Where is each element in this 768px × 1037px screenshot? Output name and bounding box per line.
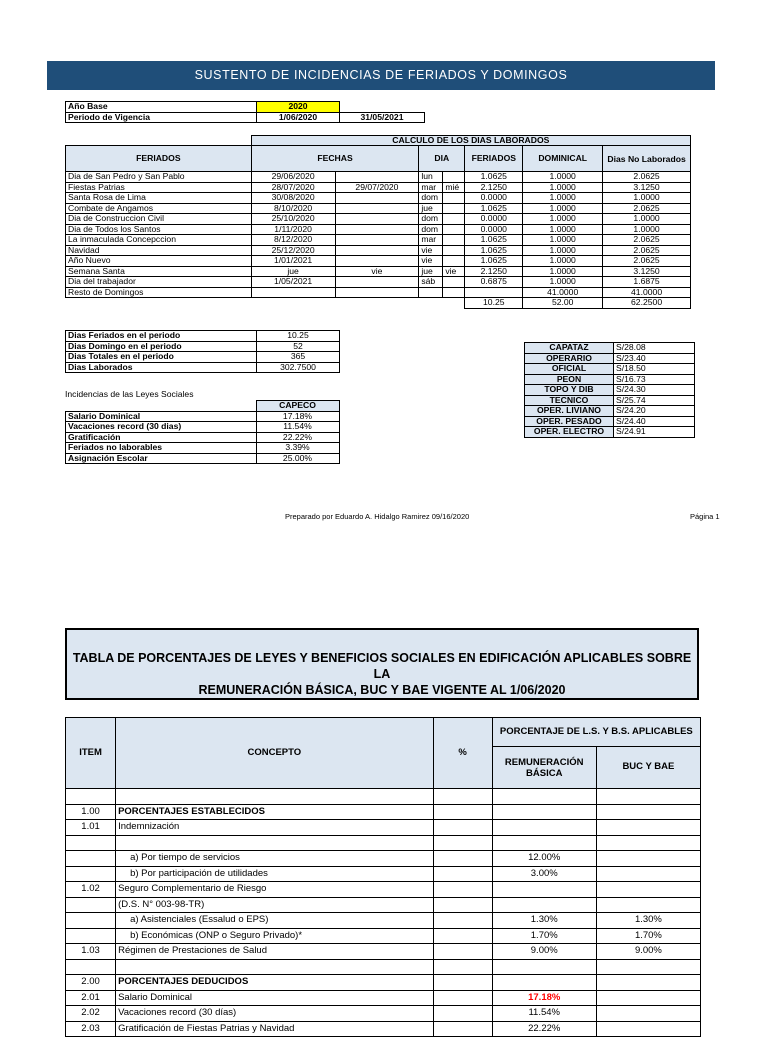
holiday-name: Dia de Todos los Santos: [66, 224, 252, 235]
holiday-row: [66, 235, 691, 246]
wage-value: S/23.40: [614, 353, 695, 364]
holiday-date1: [251, 287, 335, 298]
wage-category: TOPO Y DIB: [525, 385, 614, 396]
percentage-row: [66, 944, 701, 960]
wage-category: OPERARIO: [525, 353, 614, 364]
rem-basica-value: 22.22%: [492, 1021, 596, 1037]
page-title: SUSTENTO DE INCIDENCIAS DE FERIADOS Y DOMINGOS: [47, 61, 715, 90]
prepared-by: Preparado por Eduardo A. Hidalgo Ramirez 09/16/2020: [285, 512, 470, 521]
holiday-feriados: 1.0625: [465, 256, 523, 267]
pct-value: [433, 1006, 492, 1022]
percentage-row: [66, 789, 701, 805]
holiday-day2: [443, 193, 465, 204]
total-feriados: 10.25: [465, 298, 523, 309]
buc-bae-value: [596, 882, 700, 898]
percentage-row: [66, 975, 701, 991]
buc-bae-value: [596, 820, 700, 836]
holiday-row: [66, 193, 691, 204]
wage-value: S/24.20: [614, 406, 695, 417]
holiday-date2: [335, 172, 419, 183]
summary-label: Dias Totales en el periodo: [66, 352, 257, 363]
incidencia-value: 3.39%: [256, 443, 339, 454]
summary-value: 52: [257, 341, 340, 352]
summary-value: 302.7500: [257, 362, 340, 373]
wage-category: OPER. LIVIANO: [525, 406, 614, 417]
fechas-header: FECHAS: [251, 146, 419, 172]
buc-bae-value: [596, 851, 700, 867]
holiday-date2: [335, 235, 419, 246]
percentage-row: [66, 913, 701, 929]
wage-value: S/24.91: [614, 427, 695, 438]
holiday-date2: [335, 277, 419, 288]
concepto: Gratificación de Fiestas Patrias y Navidad: [116, 1021, 434, 1037]
dia-header: DIA: [419, 146, 465, 172]
wage-value: S/18.50: [614, 364, 695, 375]
percentage-row: [66, 804, 701, 820]
item-number: [66, 835, 116, 851]
holiday-dominical: 1.0000: [523, 256, 603, 267]
dominical-header: DOMINICAL: [523, 146, 603, 172]
table2-title-box: [65, 628, 699, 700]
percentage-row: [66, 928, 701, 944]
holiday-name: Dia de San Pedro y San Pablo: [66, 172, 252, 183]
incidencia-value: 25.00%: [256, 453, 339, 464]
holiday-row: [66, 287, 691, 298]
holiday-date1: 8/12/2020: [251, 235, 335, 246]
incidencia-label: Vacaciones record (30 dias): [66, 422, 257, 433]
holiday-day2: [443, 245, 465, 256]
holiday-date2: [335, 193, 419, 204]
holiday-dominical: 1.0000: [523, 277, 603, 288]
holiday-row: [66, 214, 691, 225]
holiday-name: Dia de Construccion Civil: [66, 214, 252, 225]
holiday-no-laborados: 3.1250: [603, 266, 691, 277]
holiday-day1: lun: [419, 172, 443, 183]
percentage-row: [66, 990, 701, 1006]
item-number: 2.03: [66, 1021, 116, 1037]
concepto: [116, 959, 434, 975]
holiday-date2: [335, 214, 419, 225]
pct-value: [433, 913, 492, 929]
concepto: a) Por tiempo de servicios: [116, 851, 434, 867]
holiday-dominical: 1.0000: [523, 182, 603, 193]
item-number: [66, 866, 116, 882]
wage-category: OPER. PESADO: [525, 416, 614, 427]
percentage-row: [66, 835, 701, 851]
concepto: Seguro Complementario de Riesgo: [116, 882, 434, 898]
holiday-row: [66, 172, 691, 183]
percentage-row: [66, 820, 701, 836]
holiday-feriados: 0.6875: [465, 277, 523, 288]
holiday-day1: dom: [419, 193, 443, 204]
item-number: [66, 789, 116, 805]
buc-bae-value: [596, 789, 700, 805]
holiday-no-laborados: 1.0000: [603, 224, 691, 235]
rem-basica-value: [492, 975, 596, 991]
rem-basica-value: 11.54%: [492, 1006, 596, 1022]
holiday-feriados: 0.0000: [465, 193, 523, 204]
pct-value: [433, 820, 492, 836]
holiday-row: [66, 224, 691, 235]
item-number: 1.00: [66, 804, 116, 820]
buc-bae-header: BUC Y BAE: [596, 747, 700, 789]
rem-basica-value: 12.00%: [492, 851, 596, 867]
holiday-dominical: 1.0000: [523, 172, 603, 183]
periodo-desde: 1/06/2020: [257, 112, 340, 123]
holiday-day2: vie: [443, 266, 465, 277]
rem-basica-value: [492, 820, 596, 836]
header-table: [65, 101, 425, 123]
holiday-day2: [443, 214, 465, 225]
holiday-dominical: 1.0000: [523, 214, 603, 225]
holiday-dominical: 1.0000: [523, 266, 603, 277]
item-number: 1.01: [66, 820, 116, 836]
item-number: [66, 897, 116, 913]
holiday-no-laborados: 2.0625: [603, 235, 691, 246]
holiday-name: La inmaculada Concepccion: [66, 235, 252, 246]
holiday-no-laborados: 1.6875: [603, 277, 691, 288]
concepto: Vacaciones record (30 días): [116, 1006, 434, 1022]
holiday-date2: [335, 224, 419, 235]
item-number: [66, 959, 116, 975]
spacer: [335, 298, 419, 309]
holiday-day2: [443, 256, 465, 267]
rem-basica-value: [492, 789, 596, 805]
holiday-no-laborados: 1.0000: [603, 214, 691, 225]
holiday-day2: [443, 235, 465, 246]
rem-basica-value: 9.00%: [492, 944, 596, 960]
holiday-date1: jue: [251, 266, 335, 277]
buc-bae-value: [596, 959, 700, 975]
holiday-feriados: 1.0625: [465, 235, 523, 246]
rem-basica-value: 17.18%: [492, 990, 596, 1006]
buc-bae-value: [596, 804, 700, 820]
buc-bae-value: [596, 866, 700, 882]
spacer: [66, 298, 252, 309]
holiday-day1: [419, 287, 443, 298]
holiday-date1: 25/10/2020: [251, 214, 335, 225]
concepto: (D.S. N° 003-98-TR): [116, 897, 434, 913]
pct-value: [433, 851, 492, 867]
holiday-date2: vie: [335, 266, 419, 277]
holiday-dominical: 41.0000: [523, 287, 603, 298]
item-number: [66, 851, 116, 867]
holiday-dominical: 1.0000: [523, 235, 603, 246]
item-number: 2.02: [66, 1006, 116, 1022]
rem-basica-value: [492, 835, 596, 851]
periodo-label: Periodo de Vigencia: [66, 112, 257, 123]
holiday-feriados: 2.1250: [465, 182, 523, 193]
item-number: [66, 928, 116, 944]
holiday-day1: sáb: [419, 277, 443, 288]
holiday-dominical: 1.0000: [523, 245, 603, 256]
anio-base-value: 2020: [257, 102, 340, 113]
percentages-table: [65, 717, 701, 1037]
anio-base-label: Año Base: [66, 102, 257, 113]
capeco-header: CAPECO: [256, 401, 339, 412]
pct-value: [433, 789, 492, 805]
periodo-hasta: 31/05/2021: [340, 112, 425, 123]
concepto: [116, 789, 434, 805]
pct-value: [433, 928, 492, 944]
spacer: [66, 135, 252, 146]
percentage-row: [66, 882, 701, 898]
holiday-dominical: 1.0000: [523, 224, 603, 235]
page-number: Página 1: [690, 512, 720, 521]
wage-category: PEON: [525, 374, 614, 385]
holiday-feriados: 1.0625: [465, 172, 523, 183]
item-number: 2.00: [66, 975, 116, 991]
buc-bae-value: [596, 1021, 700, 1037]
no-laborados-header: Dias No Laborados: [603, 146, 691, 172]
percentage-row: [66, 897, 701, 913]
holiday-feriados: [465, 287, 523, 298]
calculo-title: CALCULO DE LOS DIAS LABORADOS: [251, 135, 690, 146]
pct-value: [433, 975, 492, 991]
rem-basica-header: REMUNERACIÓN BÁSICA: [492, 747, 596, 789]
holiday-no-laborados: 2.0625: [603, 245, 691, 256]
summary-value: 10.25: [257, 331, 340, 342]
rem-basica-value: [492, 882, 596, 898]
concepto: Salario Dominical: [116, 990, 434, 1006]
concepto: b) Por participación de utilidades: [116, 866, 434, 882]
item-number: [66, 913, 116, 929]
holiday-name: Año Nuevo: [66, 256, 252, 267]
holiday-row: [66, 277, 691, 288]
holiday-day1: jue: [419, 266, 443, 277]
holiday-no-laborados: 3.1250: [603, 182, 691, 193]
pct-value: [433, 835, 492, 851]
pct-value: [433, 804, 492, 820]
concepto: PORCENTAJES ESTABLECIDOS: [116, 804, 434, 820]
holiday-day1: vie: [419, 245, 443, 256]
incidencia-label: Gratificación: [66, 432, 257, 443]
concepto: Indemnización: [116, 820, 434, 836]
percentage-row: [66, 959, 701, 975]
holiday-no-laborados: 41.0000: [603, 287, 691, 298]
holiday-feriados: 1.0625: [465, 245, 523, 256]
percentage-row: [66, 851, 701, 867]
holiday-day1: jue: [419, 203, 443, 214]
incidencias-title: Incidencias de las Leyes Sociales: [65, 389, 194, 399]
holiday-day1: vie: [419, 256, 443, 267]
holiday-no-laborados: 2.0625: [603, 256, 691, 267]
rem-basica-value: 1.70%: [492, 928, 596, 944]
rem-basica-value: [492, 804, 596, 820]
item-number: 2.01: [66, 990, 116, 1006]
wage-category: OFICIAL: [525, 364, 614, 375]
wage-value: S/24.30: [614, 385, 695, 396]
holiday-name: Santa Rosa de Lima: [66, 193, 252, 204]
holiday-date1: 29/06/2020: [251, 172, 335, 183]
holiday-date1: 28/07/2020: [251, 182, 335, 193]
holiday-day2: [443, 224, 465, 235]
rem-basica-value: [492, 959, 596, 975]
concepto: b) Económicas (ONP o Seguro Privado)*: [116, 928, 434, 944]
holiday-day1: dom: [419, 214, 443, 225]
holiday-date1: 1/01/2021: [251, 256, 335, 267]
rem-basica-value: 1.30%: [492, 913, 596, 929]
incidencia-value: 11.54%: [256, 422, 339, 433]
holiday-row: [66, 266, 691, 277]
holiday-name: Combate de Angamos: [66, 203, 252, 214]
holiday-day2: [443, 172, 465, 183]
holiday-date1: 8/10/2020: [251, 203, 335, 214]
percentage-row: [66, 866, 701, 882]
spacer: [443, 298, 465, 309]
buc-bae-value: 1.30%: [596, 913, 700, 929]
holiday-day1: dom: [419, 224, 443, 235]
pct-value: [433, 990, 492, 1006]
wage-value: S/16.73: [614, 374, 695, 385]
holiday-no-laborados: 2.0625: [603, 172, 691, 183]
summary-label: Dias Domingo en el periodo: [66, 341, 257, 352]
feriados-header: FERIADOS: [66, 146, 252, 172]
holiday-date2: [335, 256, 419, 267]
holiday-name: Resto de Domingos: [66, 287, 252, 298]
holiday-feriados: 0.0000: [465, 214, 523, 225]
pct-value: [433, 897, 492, 913]
buc-bae-value: [596, 835, 700, 851]
incidencia-label: Asignación Escolar: [66, 453, 257, 464]
holiday-date2: 29/07/2020: [335, 182, 419, 193]
wage-category: TECNICO: [525, 395, 614, 406]
holiday-date1: 1/11/2020: [251, 224, 335, 235]
incidencia-label: Feriados no laborables: [66, 443, 257, 454]
holiday-date1: 25/12/2020: [251, 245, 335, 256]
feriados-num-header: FERIADOS: [465, 146, 523, 172]
holiday-name: Fiestas Patrias: [66, 182, 252, 193]
concepto: PORCENTAJES DEDUCIDOS: [116, 975, 434, 991]
table2-title-line1: TABLA DE PORCENTAJES DE LEYES Y BENEFICIOS SOCIALES EN EDIFICACIÓN APLICABLES SOBRE LA: [72, 651, 692, 681]
incidencia-label: Salario Dominical: [66, 411, 257, 422]
percentage-row: [66, 1021, 701, 1037]
holiday-date2: [335, 287, 419, 298]
holiday-date1: 30/08/2020: [251, 193, 335, 204]
holiday-day1: mar: [419, 235, 443, 246]
holiday-day2: mié: [443, 182, 465, 193]
concepto: a) Asistenciales (Essalud o EPS): [116, 913, 434, 929]
holiday-date1: 1/05/2021: [251, 277, 335, 288]
spacer: [251, 298, 335, 309]
buc-bae-value: [596, 990, 700, 1006]
item-number: 1.02: [66, 882, 116, 898]
item-header: ITEM: [66, 718, 116, 789]
item-number: 1.03: [66, 944, 116, 960]
holiday-row: [66, 256, 691, 267]
aplicables-header: PORCENTAJE DE L.S. Y B.S. APLICABLES: [492, 718, 700, 747]
summary-label: Dias Laborados: [66, 362, 257, 373]
buc-bae-value: [596, 897, 700, 913]
holiday-name: Navidad: [66, 245, 252, 256]
total-dominical: 52.00: [523, 298, 603, 309]
summary-value: 365: [257, 352, 340, 363]
wage-value: S/25.74: [614, 395, 695, 406]
concepto-header: CONCEPTO: [116, 718, 434, 789]
holiday-day2: [443, 277, 465, 288]
buc-bae-value: 1.70%: [596, 928, 700, 944]
summary-label: Dias Feriados en el periodo: [66, 331, 257, 342]
wages-table: [524, 342, 695, 438]
buc-bae-value: 9.00%: [596, 944, 700, 960]
pct-value: [433, 1021, 492, 1037]
buc-bae-value: [596, 975, 700, 991]
pct-value: [433, 866, 492, 882]
pct-header: %: [433, 718, 492, 789]
incidencia-value: 22.22%: [256, 432, 339, 443]
rem-basica-value: [492, 897, 596, 913]
holiday-day1: mar: [419, 182, 443, 193]
wage-category: OPER. ELECTRO: [525, 427, 614, 438]
pct-value: [433, 882, 492, 898]
holiday-day2: [443, 203, 465, 214]
summary-days-table: [65, 330, 340, 373]
holiday-feriados: 1.0625: [465, 203, 523, 214]
incidencias-table: [65, 400, 340, 464]
wage-category: CAPATAZ: [525, 343, 614, 354]
holiday-date2: [335, 245, 419, 256]
holiday-row: [66, 182, 691, 193]
holiday-day2: [443, 287, 465, 298]
spacer: [419, 298, 443, 309]
total-no-laborados: 62.2500: [603, 298, 691, 309]
wage-value: S/24.40: [614, 416, 695, 427]
percentage-row: [66, 1006, 701, 1022]
table2-title-line2: REMUNERACIÓN BÁSICA, BUC Y BAE VIGENTE AL 1/06/2020: [198, 683, 566, 697]
holiday-dominical: 1.0000: [523, 193, 603, 204]
holiday-no-laborados: 1.0000: [603, 193, 691, 204]
pct-value: [433, 944, 492, 960]
holiday-no-laborados: 2.0625: [603, 203, 691, 214]
incidencia-value: 17.18%: [256, 411, 339, 422]
holiday-feriados: 2.1250: [465, 266, 523, 277]
pct-value: [433, 959, 492, 975]
holiday-name: Dia del trabajador: [66, 277, 252, 288]
holiday-name: Semana Santa: [66, 266, 252, 277]
buc-bae-value: [596, 1006, 700, 1022]
holiday-row: [66, 245, 691, 256]
holidays-table: [65, 125, 691, 309]
rem-basica-value: 3.00%: [492, 866, 596, 882]
holiday-date2: [335, 203, 419, 214]
holiday-row: [66, 203, 691, 214]
wage-value: S/28.08: [614, 343, 695, 354]
concepto: Régimen de Prestaciones de Salud: [116, 944, 434, 960]
holiday-feriados: 0.0000: [465, 224, 523, 235]
holiday-dominical: 1.0000: [523, 203, 603, 214]
concepto: [116, 835, 434, 851]
